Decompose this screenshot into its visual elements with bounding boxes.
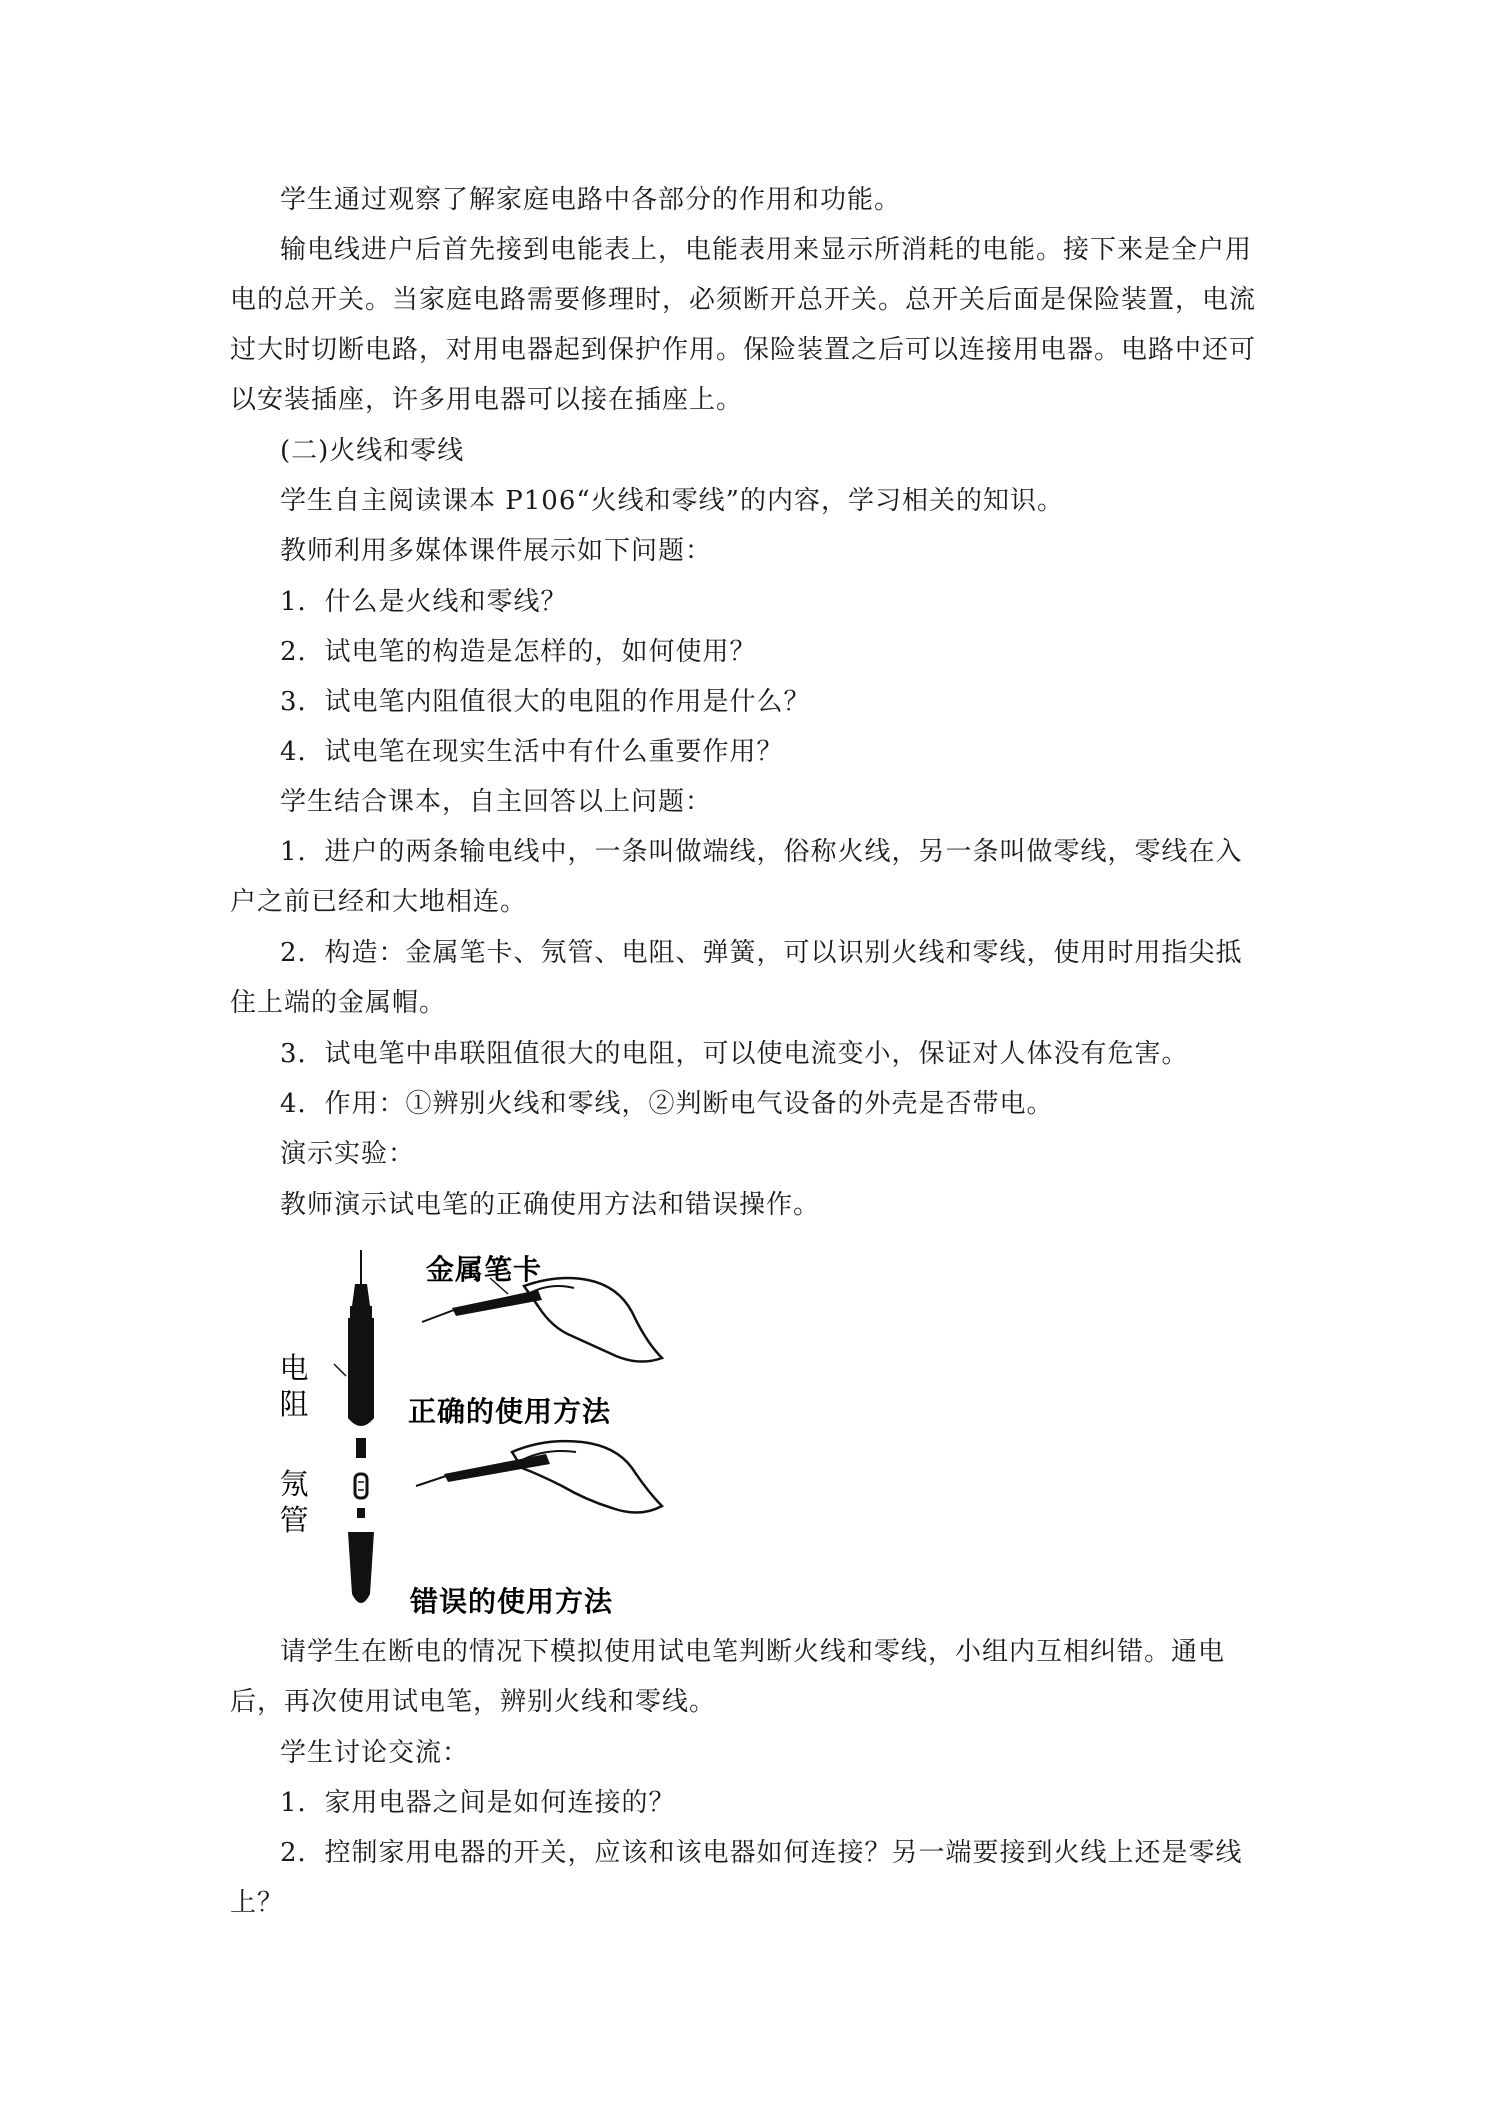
answer-1: 1．进户的两条输电线中，一条叫做端线，俗称火线，另一条叫做零线，零线在入户之前已经和大地相连。 bbox=[230, 837, 1243, 917]
paragraph-5: 学生结合课本，自主回答以上问题： bbox=[280, 787, 713, 817]
caption-correct-usage: 正确的使用方法 bbox=[408, 1395, 612, 1428]
answer-3: 3．试电笔中串联阻值很大的电阻，可以使电流变小，保证对人体没有危害。 bbox=[280, 1039, 1189, 1069]
question-1: 1．什么是火线和零线？ bbox=[280, 587, 568, 617]
paragraph-7: 教师演示试电笔的正确使用方法和错误操作。 bbox=[280, 1190, 821, 1220]
paragraph-2: 输电线进户后首先接到电能表上，电能表用来显示所消耗的电能。接下来是全户用电的总开关。当家庭电路需要修理时，必须断开总开关。总开关后面是保险装置，电流过大时切断电路，对用电器起到保护作用。保险装置之后可以连接用电器。电路中还可以安装插座，许多用电器可以接在插座上。 bbox=[230, 235, 1257, 415]
paragraph-3: 学生自主阅读课本 P106“火线和零线”的内容，学习相关的知识。 bbox=[280, 486, 1064, 516]
question-3: 3．试电笔内阻值很大的电阻的作用是什么？ bbox=[280, 687, 811, 717]
label-metal-clip: 金属笔卡 bbox=[426, 1253, 543, 1286]
answer-2: 2．构造：金属笔卡、氖管、电阻、弹簧，可以识别火线和零线，使用时用指尖抵住上端的金属帽。 bbox=[230, 938, 1243, 1018]
correct-usage-drawing bbox=[422, 1278, 662, 1362]
paragraph-6: 演示实验： bbox=[280, 1139, 416, 1169]
paragraph-8: 请学生在断电的情况下模拟使用试电笔判断火线和零线，小组内互相纠错。通电后，再次使用试电笔，辨别火线和零线。 bbox=[230, 1637, 1226, 1717]
discussion-question-2: 2．控制家用电器的开关，应该和该电器如何连接？另一端要接到火线上还是零线上？ bbox=[230, 1838, 1243, 1918]
question-4: 4．试电笔在现实生活中有什么重要作用？ bbox=[280, 737, 784, 767]
caption-wrong-usage: 错误的使用方法 bbox=[410, 1585, 614, 1618]
test-pen-illustration bbox=[276, 1246, 710, 1620]
paragraph-1: 学生通过观察了解家庭电路中各部分的作用和功能。 bbox=[280, 185, 902, 215]
label-neon-tube: 氖管 bbox=[279, 1467, 309, 1537]
test-pen-drawing bbox=[334, 1250, 374, 1603]
section-heading: (二)火线和零线 bbox=[280, 436, 465, 466]
paragraph-4: 教师利用多媒体课件展示如下问题： bbox=[280, 536, 713, 566]
answer-4: 4．作用：①辨别火线和零线，②判断电气设备的外壳是否带电。 bbox=[280, 1089, 1054, 1119]
wrong-usage-drawing bbox=[416, 1441, 662, 1512]
question-2: 2．试电笔的构造是怎样的，如何使用？ bbox=[280, 637, 757, 667]
test-pen-figure bbox=[276, 1246, 710, 1620]
paragraph-9: 学生讨论交流： bbox=[280, 1738, 470, 1768]
discussion-question-1: 1．家用电器之间是如何连接的？ bbox=[280, 1788, 676, 1818]
label-resistor: 电阻 bbox=[279, 1351, 309, 1421]
